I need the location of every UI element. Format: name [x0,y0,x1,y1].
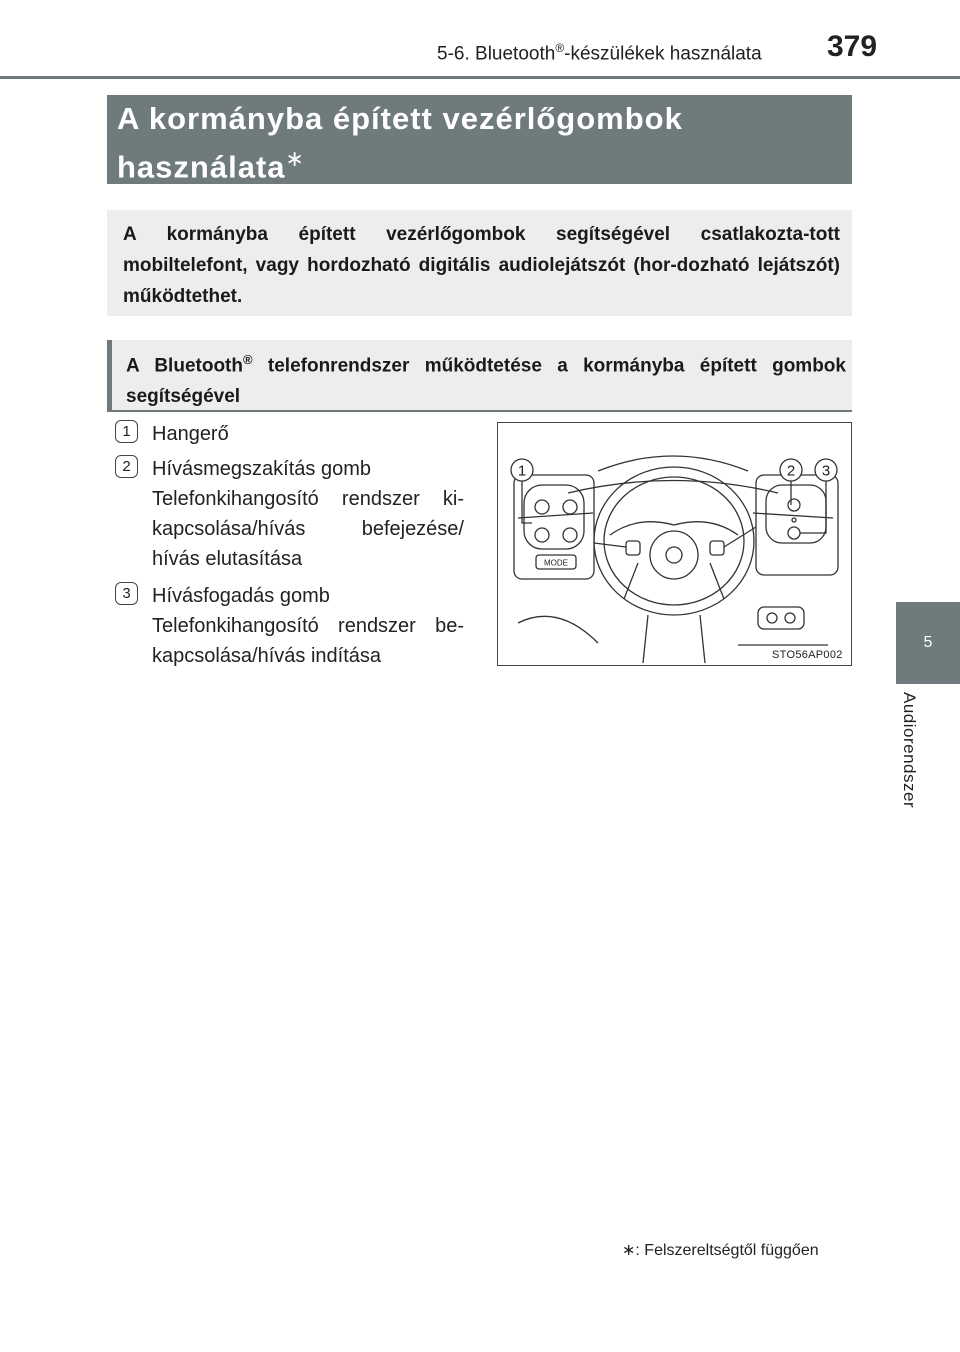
footnote-marker: ∗ [622,1242,636,1259]
chapter-tab [896,602,960,684]
item-label-3: Hívásfogadás gomb [152,585,330,607]
subheading-box [107,340,852,412]
steering-wheel-figure [497,422,852,666]
header-rule [0,76,960,79]
item-description-2: Telefonkihangosító rendszer ki-kapcsolása/hívás befejezése/ hívás elutasítása [152,488,464,570]
section-title: 5-6. Bluetooth®-készülékek használata [437,41,762,65]
item-label-2: Hívásmegszakítás gomb [152,458,371,480]
item-number-1: 1 [115,420,138,443]
intro-text: A kormányba épített vezérlőgombok segítségével csatlakozta-tott mobiltelefont, vagy hordozható digitális audiolejátszót (hor-dozható lejátszót) működtethet. [123,224,840,307]
intro-box [107,210,852,316]
subheading-text: A Bluetooth® telefonrendszer működtetése a kormányba épített gombok segítségével [126,352,846,408]
figure-code: STO56AP002 [772,649,843,661]
item-number-3: 3 [115,582,138,605]
chapter-label-wrap [893,692,933,832]
chapter-label: Audiorendszer [900,692,919,809]
title-box [107,95,852,184]
page-number: 379 [827,30,878,63]
callout-1: 1 [517,462,527,480]
footnote: ∗: Felszereltségtől függően [622,1242,819,1259]
steering-wheel-illustration [498,423,850,664]
item-number-2: 2 [115,455,138,478]
chapter-number: 5 [923,634,933,651]
item-description-3: Telefonkihangosító rendszer be-kapcsolása/hívás indítása [152,615,464,667]
callout-2: 2 [786,462,796,480]
callout-3: 3 [821,462,831,480]
page-title: A kormányba épített vezérlőgombok használata∗ [117,101,683,185]
item-label-1: Hangerő [152,423,229,445]
title-marker: ∗ [285,146,305,171]
mode-button-label: MODE [544,558,568,568]
